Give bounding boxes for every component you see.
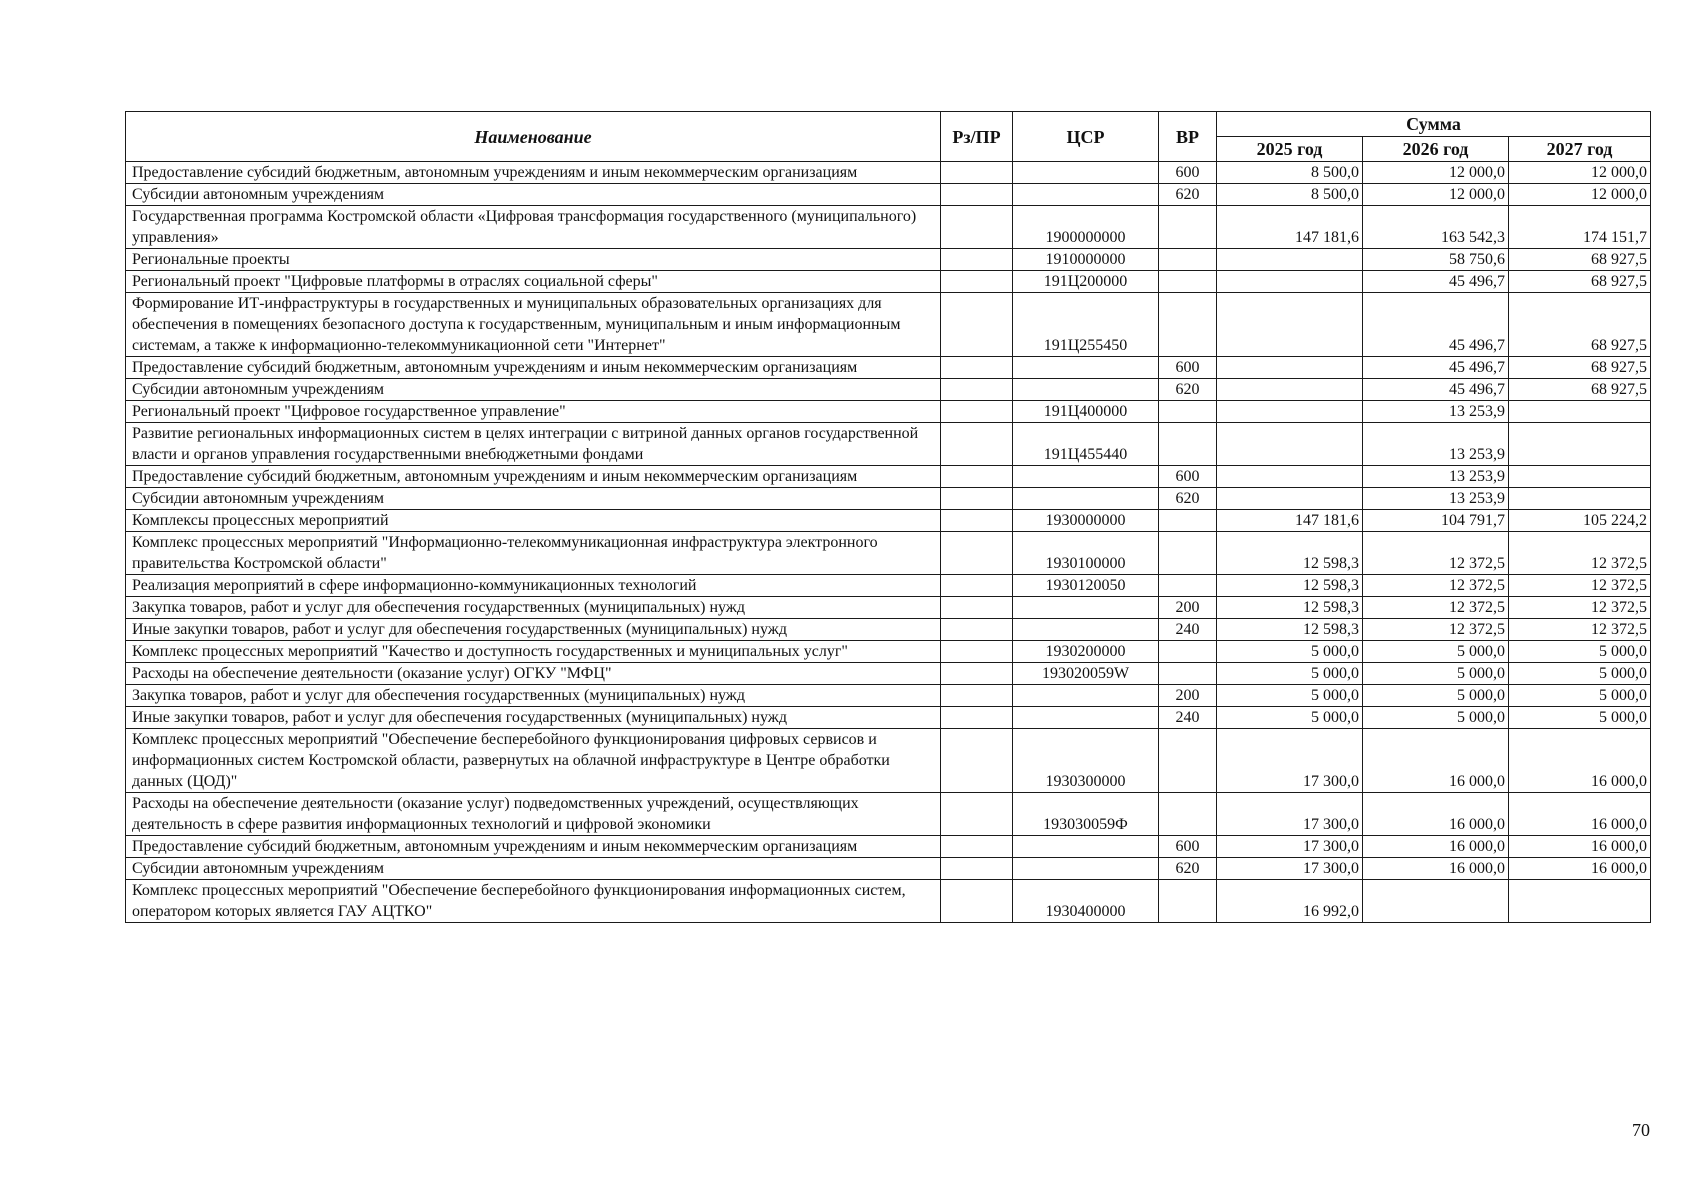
cell-2025: 8 500,0 bbox=[1217, 184, 1363, 206]
header-csr: ЦСР bbox=[1013, 112, 1159, 162]
cell-rzpr bbox=[941, 880, 1013, 923]
header-year-2026: 2026 год bbox=[1363, 137, 1509, 162]
cell-name: Иные закупки товаров, работ и услуг для обеспечения государственных (муниципальных) нужд bbox=[126, 707, 941, 729]
table-row bbox=[126, 793, 1651, 836]
cell-name: Предоставление субсидий бюджетным, автономным учреждениям и иным некоммерческим организациям bbox=[126, 162, 941, 184]
table-row bbox=[126, 858, 1651, 880]
cell-vr: 620 bbox=[1159, 184, 1217, 206]
cell-csr: 1910000000 bbox=[1013, 249, 1159, 271]
cell-2027: 16 000,0 bbox=[1509, 836, 1651, 858]
cell-vr: 200 bbox=[1159, 597, 1217, 619]
cell-2026: 104 791,7 bbox=[1363, 510, 1509, 532]
cell-rzpr bbox=[941, 793, 1013, 836]
cell-name: Субсидии автономным учреждениям bbox=[126, 858, 941, 880]
cell-2027: 68 927,5 bbox=[1509, 357, 1651, 379]
cell-2026: 12 372,5 bbox=[1363, 597, 1509, 619]
cell-2025 bbox=[1217, 466, 1363, 488]
cell-2025: 12 598,3 bbox=[1217, 575, 1363, 597]
cell-rzpr bbox=[941, 466, 1013, 488]
cell-csr: 1930000000 bbox=[1013, 510, 1159, 532]
cell-rzpr bbox=[941, 641, 1013, 663]
cell-csr: 1930100000 bbox=[1013, 532, 1159, 575]
cell-csr: 1930200000 bbox=[1013, 641, 1159, 663]
cell-2027: 16 000,0 bbox=[1509, 858, 1651, 880]
cell-2027: 12 000,0 bbox=[1509, 184, 1651, 206]
cell-2025: 147 181,6 bbox=[1217, 206, 1363, 249]
cell-rzpr bbox=[941, 401, 1013, 423]
table-row bbox=[126, 663, 1651, 685]
header-year-2025: 2025 год bbox=[1217, 137, 1363, 162]
budget-table bbox=[125, 111, 1651, 923]
cell-vr: 240 bbox=[1159, 707, 1217, 729]
cell-csr bbox=[1013, 597, 1159, 619]
cell-2027: 68 927,5 bbox=[1509, 249, 1651, 271]
cell-2025: 17 300,0 bbox=[1217, 729, 1363, 793]
cell-2025: 17 300,0 bbox=[1217, 836, 1363, 858]
cell-2026: 12 000,0 bbox=[1363, 184, 1509, 206]
cell-name: Региональный проект "Цифровые платформы в отраслях социальной сферы" bbox=[126, 271, 941, 293]
cell-2027: 5 000,0 bbox=[1509, 707, 1651, 729]
cell-csr: 1930120050 bbox=[1013, 575, 1159, 597]
cell-2025: 17 300,0 bbox=[1217, 793, 1363, 836]
table-row bbox=[126, 880, 1651, 923]
cell-2027: 105 224,2 bbox=[1509, 510, 1651, 532]
cell-2027 bbox=[1509, 466, 1651, 488]
cell-2025: 16 992,0 bbox=[1217, 880, 1363, 923]
header-rzpr: Рз/ПР bbox=[941, 112, 1013, 162]
cell-vr bbox=[1159, 293, 1217, 357]
cell-vr: 240 bbox=[1159, 619, 1217, 641]
table-row bbox=[126, 466, 1651, 488]
table-body bbox=[126, 162, 1651, 923]
cell-vr bbox=[1159, 532, 1217, 575]
cell-name: Комплекс процессных мероприятий "Качество и доступность государственных и муниципальных услуг" bbox=[126, 641, 941, 663]
cell-2026: 12 000,0 bbox=[1363, 162, 1509, 184]
cell-2025: 8 500,0 bbox=[1217, 162, 1363, 184]
table-row bbox=[126, 488, 1651, 510]
table-row bbox=[126, 707, 1651, 729]
table-row bbox=[126, 729, 1651, 793]
cell-2025 bbox=[1217, 357, 1363, 379]
cell-csr bbox=[1013, 836, 1159, 858]
table-row bbox=[126, 206, 1651, 249]
cell-csr bbox=[1013, 707, 1159, 729]
cell-2027: 16 000,0 bbox=[1509, 793, 1651, 836]
cell-2026: 13 253,9 bbox=[1363, 401, 1509, 423]
cell-2027: 12 372,5 bbox=[1509, 532, 1651, 575]
cell-2026: 45 496,7 bbox=[1363, 379, 1509, 401]
cell-csr bbox=[1013, 162, 1159, 184]
table-row bbox=[126, 575, 1651, 597]
cell-2025: 5 000,0 bbox=[1217, 707, 1363, 729]
cell-rzpr bbox=[941, 423, 1013, 466]
cell-2027: 5 000,0 bbox=[1509, 641, 1651, 663]
cell-vr bbox=[1159, 641, 1217, 663]
cell-name: Субсидии автономным учреждениям bbox=[126, 184, 941, 206]
cell-name: Субсидии автономным учреждениям bbox=[126, 488, 941, 510]
cell-rzpr bbox=[941, 858, 1013, 880]
cell-rzpr bbox=[941, 707, 1013, 729]
header-sum: Сумма bbox=[1217, 112, 1651, 137]
cell-rzpr bbox=[941, 379, 1013, 401]
cell-rzpr bbox=[941, 575, 1013, 597]
table-row bbox=[126, 597, 1651, 619]
cell-2027: 12 000,0 bbox=[1509, 162, 1651, 184]
cell-rzpr bbox=[941, 510, 1013, 532]
table-row bbox=[126, 401, 1651, 423]
cell-name: Предоставление субсидий бюджетным, автономным учреждениям и иным некоммерческим организациям bbox=[126, 466, 941, 488]
cell-rzpr bbox=[941, 663, 1013, 685]
cell-vr bbox=[1159, 575, 1217, 597]
cell-vr bbox=[1159, 206, 1217, 249]
cell-vr: 620 bbox=[1159, 488, 1217, 510]
table-row bbox=[126, 293, 1651, 357]
cell-rzpr bbox=[941, 836, 1013, 858]
cell-name: Предоставление субсидий бюджетным, автономным учреждениям и иным некоммерческим организациям bbox=[126, 836, 941, 858]
table-row bbox=[126, 271, 1651, 293]
cell-rzpr bbox=[941, 249, 1013, 271]
cell-csr: 191Ц400000 bbox=[1013, 401, 1159, 423]
cell-vr bbox=[1159, 249, 1217, 271]
cell-vr: 600 bbox=[1159, 357, 1217, 379]
cell-csr: 1930300000 bbox=[1013, 729, 1159, 793]
cell-2025: 147 181,6 bbox=[1217, 510, 1363, 532]
cell-rzpr bbox=[941, 206, 1013, 249]
cell-2026: 45 496,7 bbox=[1363, 271, 1509, 293]
cell-name: Комплекс процессных мероприятий "Информационно-телекоммуникационная инфраструктура электронного правительства Костромской области" bbox=[126, 532, 941, 575]
cell-csr bbox=[1013, 357, 1159, 379]
cell-2025: 5 000,0 bbox=[1217, 663, 1363, 685]
cell-rzpr bbox=[941, 619, 1013, 641]
cell-name: Расходы на обеспечение деятельности (оказание услуг) подведомственных учреждений, осуществляющих деятельность в сфере развития информационных технологий и цифровой экономики bbox=[126, 793, 941, 836]
cell-name: Закупка товаров, работ и услуг для обеспечения государственных (муниципальных) нужд bbox=[126, 597, 941, 619]
page-number: 70 bbox=[1632, 1120, 1650, 1140]
cell-2025: 12 598,3 bbox=[1217, 597, 1363, 619]
cell-name: Региональный проект "Цифровое государственное управление" bbox=[126, 401, 941, 423]
cell-vr bbox=[1159, 793, 1217, 836]
cell-name: Закупка товаров, работ и услуг для обеспечения государственных (муниципальных) нужд bbox=[126, 685, 941, 707]
table-row bbox=[126, 532, 1651, 575]
cell-2026: 16 000,0 bbox=[1363, 729, 1509, 793]
table-row bbox=[126, 162, 1651, 184]
cell-2027: 174 151,7 bbox=[1509, 206, 1651, 249]
cell-2026: 16 000,0 bbox=[1363, 793, 1509, 836]
cell-rzpr bbox=[941, 271, 1013, 293]
table-row bbox=[126, 685, 1651, 707]
cell-2026: 163 542,3 bbox=[1363, 206, 1509, 249]
cell-2026: 45 496,7 bbox=[1363, 293, 1509, 357]
cell-vr bbox=[1159, 880, 1217, 923]
cell-2025: 12 598,3 bbox=[1217, 532, 1363, 575]
table-row bbox=[126, 379, 1651, 401]
cell-2026: 13 253,9 bbox=[1363, 466, 1509, 488]
cell-name: Формирование ИТ-инфраструктуры в государственных и муниципальных образовательных организациях для обеспечения в помещениях безопасного доступа к государственным, муниципальным и иным информационным системам, а также к информационно-телекоммуникационной сети "Интернет" bbox=[126, 293, 941, 357]
cell-2027 bbox=[1509, 423, 1651, 466]
cell-rzpr bbox=[941, 597, 1013, 619]
cell-vr bbox=[1159, 401, 1217, 423]
cell-csr: 193020059W bbox=[1013, 663, 1159, 685]
cell-2027: 68 927,5 bbox=[1509, 293, 1651, 357]
cell-2027: 68 927,5 bbox=[1509, 379, 1651, 401]
cell-2026: 12 372,5 bbox=[1363, 532, 1509, 575]
cell-name: Комплекс процессных мероприятий "Обеспечение бесперебойного функционирования цифровых сервисов и информационных систем Костромской области, развернутых на облачной инфраструктуре в Центре обработки данных (ЦОД)" bbox=[126, 729, 941, 793]
cell-name: Комплекс процессных мероприятий "Обеспечение бесперебойного функционирования информационных систем, оператором которых является ГАУ АЦТКО" bbox=[126, 880, 941, 923]
cell-name: Государственная программа Костромской области «Цифровая трансформация государственного (муниципального) управления» bbox=[126, 206, 941, 249]
cell-csr: 191Ц455440 bbox=[1013, 423, 1159, 466]
cell-2025 bbox=[1217, 249, 1363, 271]
cell-name: Иные закупки товаров, работ и услуг для обеспечения государственных (муниципальных) нужд bbox=[126, 619, 941, 641]
cell-2026: 58 750,6 bbox=[1363, 249, 1509, 271]
cell-csr: 193030059Ф bbox=[1013, 793, 1159, 836]
cell-name: Субсидии автономным учреждениям bbox=[126, 379, 941, 401]
cell-2026: 12 372,5 bbox=[1363, 619, 1509, 641]
cell-rzpr bbox=[941, 293, 1013, 357]
cell-csr bbox=[1013, 619, 1159, 641]
cell-vr bbox=[1159, 510, 1217, 532]
cell-2026: 16 000,0 bbox=[1363, 836, 1509, 858]
cell-2027 bbox=[1509, 880, 1651, 923]
cell-csr: 1930400000 bbox=[1013, 880, 1159, 923]
cell-2026 bbox=[1363, 880, 1509, 923]
cell-2026: 16 000,0 bbox=[1363, 858, 1509, 880]
cell-csr bbox=[1013, 184, 1159, 206]
cell-vr bbox=[1159, 663, 1217, 685]
cell-2027: 68 927,5 bbox=[1509, 271, 1651, 293]
cell-name: Региональные проекты bbox=[126, 249, 941, 271]
table-row bbox=[126, 249, 1651, 271]
cell-2025: 5 000,0 bbox=[1217, 685, 1363, 707]
cell-rzpr bbox=[941, 729, 1013, 793]
cell-vr bbox=[1159, 423, 1217, 466]
cell-vr: 600 bbox=[1159, 836, 1217, 858]
cell-name: Реализация мероприятий в сфере информационно-коммуникационных технологий bbox=[126, 575, 941, 597]
cell-name: Расходы на обеспечение деятельности (оказание услуг) ОГКУ "МФЦ" bbox=[126, 663, 941, 685]
cell-2026: 13 253,9 bbox=[1363, 423, 1509, 466]
cell-rzpr bbox=[941, 488, 1013, 510]
cell-vr bbox=[1159, 729, 1217, 793]
cell-csr bbox=[1013, 488, 1159, 510]
header-vr: ВР bbox=[1159, 112, 1217, 162]
cell-rzpr bbox=[941, 357, 1013, 379]
cell-csr bbox=[1013, 466, 1159, 488]
table-row bbox=[126, 357, 1651, 379]
cell-2026: 13 253,9 bbox=[1363, 488, 1509, 510]
cell-csr: 191Ц200000 bbox=[1013, 271, 1159, 293]
cell-csr bbox=[1013, 685, 1159, 707]
cell-csr bbox=[1013, 858, 1159, 880]
table-row bbox=[126, 510, 1651, 532]
cell-vr: 620 bbox=[1159, 858, 1217, 880]
cell-2026: 12 372,5 bbox=[1363, 575, 1509, 597]
header-year-2027: 2027 год bbox=[1509, 137, 1651, 162]
table-row bbox=[126, 619, 1651, 641]
cell-name: Предоставление субсидий бюджетным, автономным учреждениям и иным некоммерческим организациям bbox=[126, 357, 941, 379]
table-row bbox=[126, 184, 1651, 206]
cell-vr: 620 bbox=[1159, 379, 1217, 401]
cell-2025 bbox=[1217, 271, 1363, 293]
cell-2027: 5 000,0 bbox=[1509, 685, 1651, 707]
cell-vr: 200 bbox=[1159, 685, 1217, 707]
cell-name: Комплексы процессных мероприятий bbox=[126, 510, 941, 532]
cell-rzpr bbox=[941, 532, 1013, 575]
cell-2025 bbox=[1217, 401, 1363, 423]
cell-rzpr bbox=[941, 184, 1013, 206]
cell-2025: 5 000,0 bbox=[1217, 641, 1363, 663]
cell-2026: 45 496,7 bbox=[1363, 357, 1509, 379]
cell-2025 bbox=[1217, 488, 1363, 510]
cell-2026: 5 000,0 bbox=[1363, 663, 1509, 685]
cell-name: Развитие региональных информационных систем в целях интеграции с витриной данных органов государственной власти и органов управления государственными внебюджетными фондами bbox=[126, 423, 941, 466]
table-row bbox=[126, 836, 1651, 858]
table-row bbox=[126, 423, 1651, 466]
cell-rzpr bbox=[941, 685, 1013, 707]
cell-2025 bbox=[1217, 379, 1363, 401]
header-name: Наименование bbox=[126, 112, 941, 162]
cell-2025: 17 300,0 bbox=[1217, 858, 1363, 880]
cell-2027: 12 372,5 bbox=[1509, 597, 1651, 619]
cell-2025: 12 598,3 bbox=[1217, 619, 1363, 641]
cell-csr: 1900000000 bbox=[1013, 206, 1159, 249]
cell-vr: 600 bbox=[1159, 466, 1217, 488]
cell-csr: 191Ц255450 bbox=[1013, 293, 1159, 357]
cell-vr bbox=[1159, 271, 1217, 293]
table-row bbox=[126, 641, 1651, 663]
cell-2027: 12 372,5 bbox=[1509, 619, 1651, 641]
cell-2027: 12 372,5 bbox=[1509, 575, 1651, 597]
cell-2027 bbox=[1509, 488, 1651, 510]
cell-2026: 5 000,0 bbox=[1363, 641, 1509, 663]
cell-vr: 600 bbox=[1159, 162, 1217, 184]
cell-rzpr bbox=[941, 162, 1013, 184]
cell-csr bbox=[1013, 379, 1159, 401]
cell-2026: 5 000,0 bbox=[1363, 707, 1509, 729]
cell-2025 bbox=[1217, 423, 1363, 466]
cell-2025 bbox=[1217, 293, 1363, 357]
cell-2027: 16 000,0 bbox=[1509, 729, 1651, 793]
cell-2026: 5 000,0 bbox=[1363, 685, 1509, 707]
cell-2027 bbox=[1509, 401, 1651, 423]
cell-2027: 5 000,0 bbox=[1509, 663, 1651, 685]
